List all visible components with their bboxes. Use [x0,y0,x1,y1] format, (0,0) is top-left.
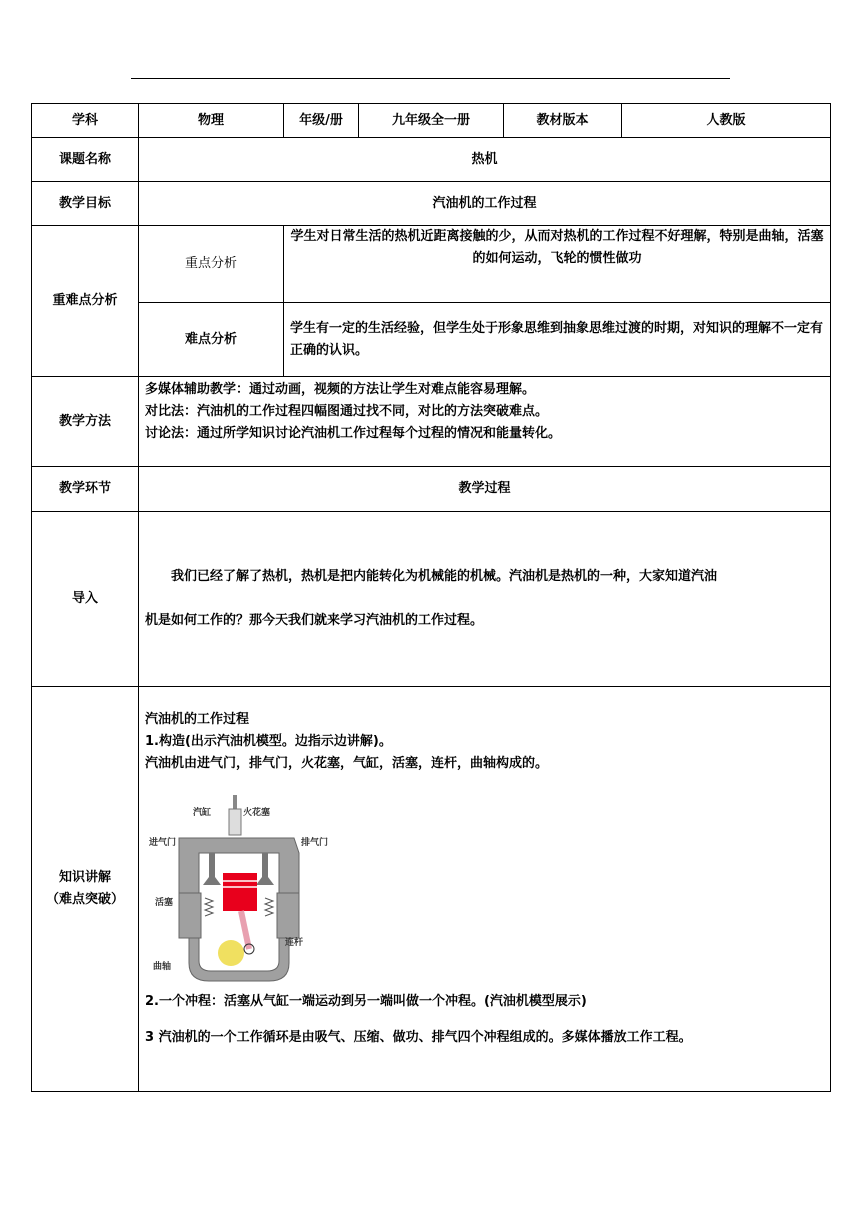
label-spark-plug: 火花塞 [243,808,271,818]
engine-diagram-svg [149,793,339,983]
method-line-2: 对比法：汽油机的工作过程四幅图通过找不同，对比的方法突破难点。 [145,404,549,419]
intake-valve-head [203,877,221,885]
knowledge-item-2: 2.一个冲程：活塞从气缸一端运动到另一端叫做一个冲程。(汽油机模型展示) [145,994,587,1009]
goal-value: 汽油机的工作过程 [139,182,831,226]
label-exhaust: 排气门 [301,838,329,848]
method-label: 教学方法 [32,377,139,467]
connecting-rod-icon [241,911,249,949]
engine-diagram [149,793,339,983]
cylinder-wall-left [179,893,201,938]
grade-value: 九年级全一册 [359,104,504,138]
label-piston: 活塞 [155,898,174,908]
piston-icon [223,873,257,911]
key-point-row [32,226,831,303]
key-point-text-body: 学生对日常生活的热机近距离接触的少，从而对热机的工作过程不好理解，特别是曲轴，活塞的如何运动，飞轮的惯性做功 [290,229,824,266]
spark-plug-icon [229,809,241,835]
topic-value: 热机 [139,138,831,182]
header-rule [131,78,730,79]
hard-point-label: 难点分析 [139,303,284,377]
knowledge-label: 知识讲解 [58,870,111,885]
topic-row [32,138,831,182]
difficulty-label: 重难点分析 [32,226,139,377]
lesson-plan-table [31,103,831,1092]
textbook-label: 教材版本 [504,104,622,138]
label-cylinder: 汽缸 [193,808,212,818]
key-point-label: 重点分析 [139,226,284,303]
intro-line-1: 我们已经了解了热机，热机是把内能转化为机械能的机械。汽油机是热机的一种，大家知道汽油 [171,569,718,584]
exhaust-valve-head [256,877,274,885]
label-rod: 连杆 [285,938,304,948]
goal-row [32,182,831,226]
intro-text [139,512,831,687]
label-intake: 进气门 [149,838,177,848]
goal-label: 教学目标 [32,182,139,226]
knowledge-row [32,687,831,1092]
method-row [32,377,831,467]
textbook-value: 人教版 [622,104,831,138]
method-line-3: 讨论法：通过所学知识讨论汽油机工作过程每个过程的情况和能量转化。 [145,426,562,441]
crank-icon [218,940,244,966]
hard-point-text: 学生有一定的生活经验，但学生处于形象思维到抽象思维过渡的时期，对知识的理解不一定有正确的认识。 [284,303,831,377]
subject-label: 学科 [32,104,139,138]
knowledge-item-1: 1.构造(出示汽油机模型。边指示边讲解)。 [145,734,392,749]
knowledge-content [139,687,831,1092]
knowledge-item-1b: 汽油机由进气门，排气门，火花塞，气缸，活塞，连杆，曲轴构成的。 [145,756,549,771]
cylinder-wall-right [277,893,299,938]
topic-label: 课题名称 [32,138,139,182]
hard-point-row [32,303,831,377]
key-point-text [284,226,831,303]
exhaust-spring-icon [265,898,273,916]
process-header-label: 教学环节 [32,467,139,512]
intro-label: 导入 [32,512,139,687]
knowledge-title: 汽油机的工作过程 [145,712,250,727]
method-line-1: 多媒体辅助教学：通过动画，视频的方法让学生对难点能容易理解。 [145,382,536,397]
knowledge-sublabel: （难点突破） [45,892,124,907]
intro-row [32,512,831,687]
header-row [32,104,831,138]
process-header-value: 教学过程 [139,467,831,512]
grade-label: 年级/册 [284,104,359,138]
knowledge-label-cell [32,687,139,1092]
intro-line-2: 机是如何工作的？那今天我们就来学习汽油机的工作过程。 [145,613,484,628]
knowledge-item-3: 3 汽油机的一个工作循环是由吸气、压缩、做功、排气四个冲程组成的。多媒体播放工作工程。 [145,1030,692,1045]
process-header-row [32,467,831,512]
label-crank: 曲轴 [153,962,172,972]
subject-value: 物理 [139,104,284,138]
method-text [139,377,831,467]
intake-spring-icon [205,898,213,916]
